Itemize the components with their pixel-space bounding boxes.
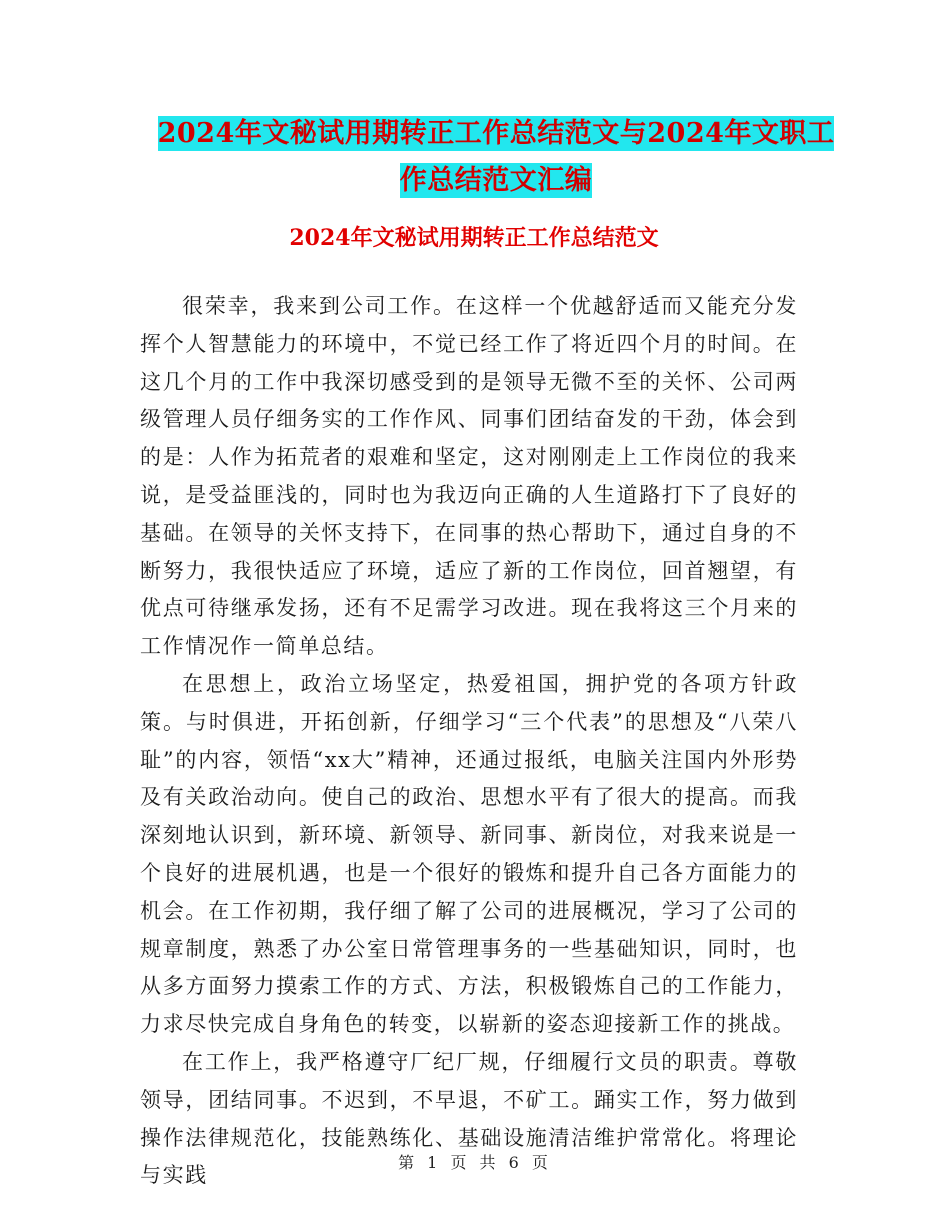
document-title [140, 110, 852, 204]
paragraph-2: 在思想上，政治立场坚定，热爱祖国，拥护党的各项方针政策。与时俱进，开拓创新，仔细学习“三个代表”的思想及“八荣八耻”的内容，领悟“xx大”精神，还通过报纸，电脑关注国内外形势及有关政治动向。使自己的政治、思想水平有了很大的提高。而我深刻地认识到，新环境、新领导、新同事、新岗位，对我来说是一个良好的进展机遇，也是一个很好的锻炼和提升自己各方面能力的机会。在工作初期，我仔细了解了公司的进展概况，学习了公司的规章制度，熟悉了办公室日常管理事务的一些基础知识，同时，也从多方面努力摸索工作的方式、方法，积极锻炼自己的工作能力，力求尽快完成自身角色的转变，以崭新的姿态迎接新工作的挑战。 [140, 671, 798, 1037]
section-title: 2024年文秘试用期转正工作总结范文 [289, 225, 659, 251]
page-footer: 第 1 页 共 6 页 [398, 1153, 552, 1172]
document-body [140, 288, 798, 1195]
paragraph-3: 在工作上，我严格遵守厂纪厂规，仔细履行文员的职责。尊敬领导，团结同事。不迟到，不早退，不矿工。踊实工作，努力做到操作法律规范化，技能熟练化、基础设施清洁维护常常化。将理论与实践 [140, 1049, 798, 1188]
paragraph-1: 很荣幸，我来到公司工作。在这样一个优越舒适而又能充分发挥个人智慧能力的环境中，不觉已经工作了将近四个月的时间。在这几个月的工作中我深切感受到的是领导无微不至的关怀、公司两级管理人员仔细务实的工作作风、同事们团结奋发的干劲，体会到的是：人作为拓荒者的艰难和坚定，这对刚刚走上工作岗位的我来说，是受益匪浅的，同时也为我迈向正确的人生道路打下了良好的基础。在领导的关怀支持下，在同事的热心帮助下，通过自身的不断努力，我很快适应了环境，适应了新的工作岗位，回首翘望，有优点可待继承发扬，还有不足需学习改进。现在我将这三个月来的工作情况作一简单总结。 [140, 294, 798, 659]
document-title-line-2: 作总结范文汇编 [399, 165, 593, 196]
document-title-line-1: 2024年文秘试用期转正工作总结范文与2024年文职工 [157, 118, 835, 149]
